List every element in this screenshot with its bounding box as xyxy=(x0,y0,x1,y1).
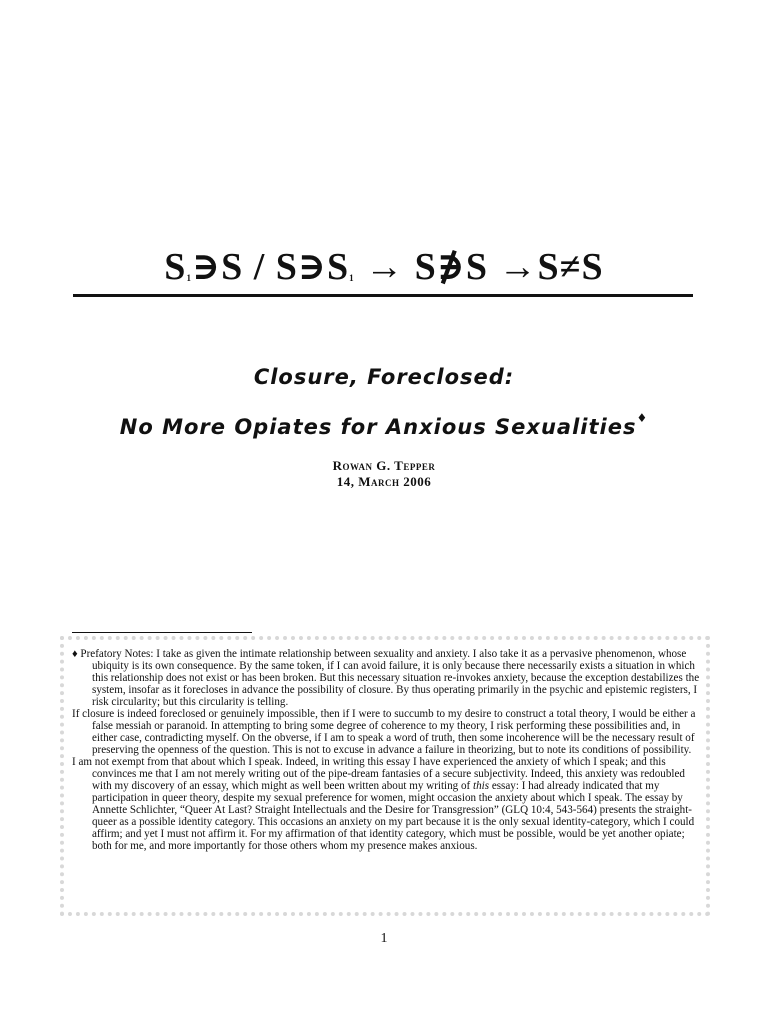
title-line-2 xyxy=(0,411,768,439)
author-name: Rowan G. Tepper xyxy=(332,458,436,473)
publication-date: 14, March 2006 xyxy=(336,474,432,489)
note-paragraph-3-emphasis: this xyxy=(473,780,490,792)
page-number: 1 xyxy=(380,931,388,946)
title-formula xyxy=(0,248,768,286)
title-underline xyxy=(73,294,693,297)
note-paragraph-2: If closure is indeed foreclosed or genuinely impossible, then if I were to succumb to my desire to construct a total theory, I would be either a false messiah or paranoid. In attempting to bring some degree of coherence to my theory, I risk performing these possibilities and, in either case, contradicting myself. On the obverse, if I am to speak a word of truth, then some incoherence will be the necessary result of preserving the openness of the question. This is not to excuse in advance a failure in theorizing, but to note its conditions of possibility. xyxy=(72,708,696,756)
prefatory-notes-box xyxy=(60,636,710,916)
footnote-separator xyxy=(72,632,252,633)
title-line-1: Closure, Foreclosed: xyxy=(253,365,515,389)
formula-subscript-2: 1 xyxy=(349,273,355,283)
note-paragraph-3 xyxy=(72,756,700,852)
note-paragraph-3-part-1: I am not exempt from that about which I speak. Indeed, in writing this essay I have experienced the anxiety of which I speak; and this convinces me that I am not merely writing out of the pipe-dream fantasies of a secure subjectivity. Indeed, this anxiety was redoubled with my discovery of an essay, which might as well been written about my writing of xyxy=(72,756,685,792)
title-line-2-text: No More Opiates for Anxious Sexualities xyxy=(119,415,637,439)
formula-rest: → S∌S →S≠S xyxy=(354,246,604,288)
formula-middle: ∋S / S∋S xyxy=(191,246,350,288)
formula-subscript-1: 1 xyxy=(186,273,192,283)
note-paragraph-3-part-2: essay: I had already indicated that my participation in queer theory, despite my sexual preference for women, might occasion the anxiety about which I speak. The essay by Annette Schlichter, “Queer At Last? Straight Intellectuals and the Desire for Transgression” (GLQ 10:4, 543-564) presents the straight-queer as a possible identity category. This occasions an anxiety on my part because it is the only sexual identity-category, which I could affirm; and yet I must not affirm it. For my affirmation of that identity category, which must be possible, would be yet another opiate; both for me, and more importantly for those others whom my presence makes anxious. xyxy=(92,780,695,852)
footnote-marker: ♦ xyxy=(636,411,649,425)
formula-s: S xyxy=(164,246,187,288)
note-paragraph-1: ♦ Prefatory Notes: I take as given the intimate relationship between sexuality and anxiety. I also take it as a pervasive phenomenon, whose ubiquity is its own consequence. By the same token, if I can avoid failure, it is only because there necessarily exists a situation in which this relationship does not exist or has been broken. But this necessary situation re-invokes anxiety, because the exception destabilizes the system, insofar as it forecloses in advance the possibility of closure. By thus operating primarily in the psychic and epistemic registers, I risk circularity; but this circularity is telling. xyxy=(72,648,700,708)
